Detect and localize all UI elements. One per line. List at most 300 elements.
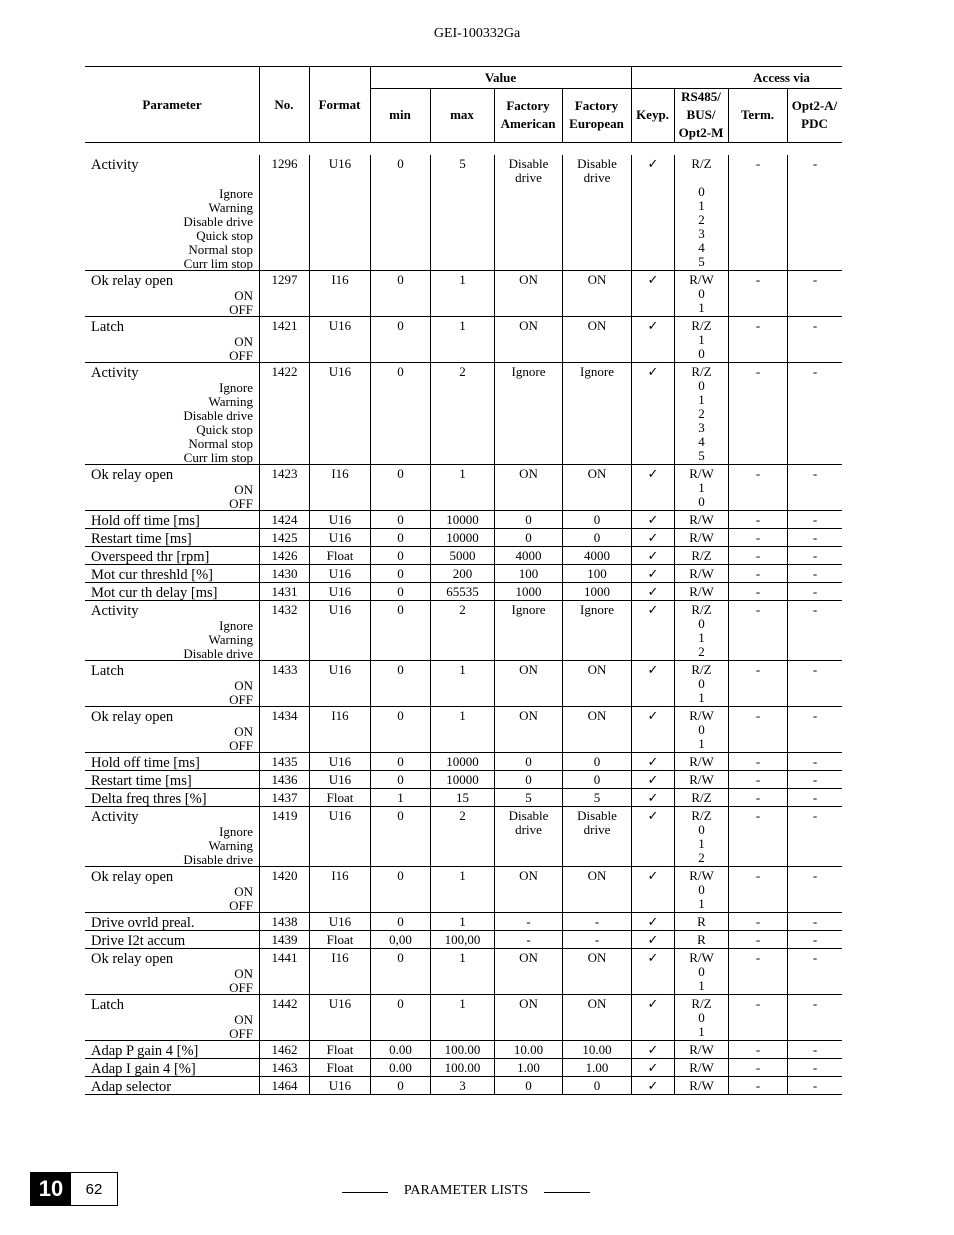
factory-european-cell: 4000 [562, 547, 631, 564]
format-cell: Float [309, 931, 370, 948]
keypad-check-icon: ✓ [631, 1059, 674, 1076]
table-row [85, 753, 842, 771]
parameter-name: Activity [91, 809, 139, 825]
max-cell: 1 [430, 271, 494, 316]
min-cell: 0 [370, 271, 430, 316]
factory-european-cell: 5 [562, 789, 631, 806]
access-value: 0 [698, 722, 705, 737]
option-label: Normal stop [188, 436, 253, 451]
rs485-access-cell [674, 601, 728, 660]
option-label: Quick stop [196, 228, 253, 243]
access-value: 5 [698, 254, 705, 269]
factory-american-cell: 100 [494, 565, 562, 582]
terminal-cell: - [728, 789, 787, 806]
terminal-cell: - [728, 913, 787, 930]
format-cell: Float [309, 1041, 370, 1058]
rs485-access-cell [674, 771, 728, 788]
factory-european-cell: ON [562, 867, 631, 912]
header-max: max [450, 107, 474, 122]
parameter-number: 1424 [259, 511, 309, 528]
max-cell: 1 [430, 317, 494, 362]
access-mode: R/W [689, 512, 714, 527]
access-value: 1 [698, 736, 705, 751]
rs485-access-cell [674, 995, 728, 1040]
min-cell: 0 [370, 867, 430, 912]
table-row [85, 511, 842, 529]
parameter-name: Latch [91, 663, 125, 679]
parameter-name: Latch [91, 997, 125, 1013]
terminal-cell: - [728, 529, 787, 546]
parameter-number: 1296 [259, 155, 309, 270]
keypad-check-icon: ✓ [631, 995, 674, 1040]
access-value: 0 [698, 184, 705, 199]
table-header [85, 66, 842, 143]
factory-american-cell: - [494, 931, 562, 948]
parameter-cell [85, 753, 259, 770]
parameter-cell [85, 271, 259, 316]
parameter-name: Latch [91, 319, 125, 335]
format-cell: I16 [309, 271, 370, 316]
min-cell: 0 [370, 317, 430, 362]
max-cell: 2 [430, 601, 494, 660]
access-value: 1 [698, 690, 705, 705]
parameter-name: Ok relay open [91, 467, 174, 483]
access-mode: R/Z [691, 548, 712, 563]
terminal-cell: - [728, 155, 787, 270]
access-mode: R/Z [691, 790, 712, 805]
access-value: 3 [698, 420, 705, 435]
parameter-cell [85, 565, 259, 582]
format-cell: I16 [309, 867, 370, 912]
factory-european-cell: ON [562, 995, 631, 1040]
parameter-number: 1438 [259, 913, 309, 930]
min-cell: 0 [370, 465, 430, 510]
option-label: ON [234, 288, 253, 303]
factory-american-cell: 0 [494, 511, 562, 528]
option-label: Ignore [219, 380, 253, 395]
max-cell: 10000 [430, 753, 494, 770]
factory-american-cell: 0 [494, 753, 562, 770]
option-label: ON [234, 334, 253, 349]
parameter-number: 1297 [259, 271, 309, 316]
parameter-name: Delta freq thres [%] [91, 791, 207, 807]
access-value: 1 [698, 630, 705, 645]
access-value: 0 [698, 822, 705, 837]
factory-european-cell: 0 [562, 511, 631, 528]
parameter-cell [85, 949, 259, 994]
table-row [85, 1041, 842, 1059]
header-format: Format [318, 96, 361, 112]
header-access-via: Access via [753, 69, 810, 85]
format-cell: I16 [309, 707, 370, 752]
factory-european-cell: 100 [562, 565, 631, 582]
table-row [85, 789, 842, 807]
access-mode: R/W [689, 950, 714, 965]
table-row [85, 565, 842, 583]
factory-european-cell: 1000 [562, 583, 631, 600]
parameter-number: 1425 [259, 529, 309, 546]
terminal-cell: - [728, 547, 787, 564]
opt2-cell: - [787, 949, 842, 994]
terminal-cell: - [728, 867, 787, 912]
opt2-cell: - [787, 565, 842, 582]
parameter-number: 1436 [259, 771, 309, 788]
opt2-cell: - [787, 789, 842, 806]
parameter-cell [85, 529, 259, 546]
format-cell: U16 [309, 511, 370, 528]
option-label: ON [234, 482, 253, 497]
option-label: Ignore [219, 618, 253, 633]
access-value: 0 [698, 286, 705, 301]
access-mode: R/W [689, 466, 714, 481]
access-mode: R/Z [691, 156, 712, 171]
max-cell: 100.00 [430, 1041, 494, 1058]
terminal-cell: - [728, 511, 787, 528]
option-label: Ignore [219, 824, 253, 839]
max-cell: 3 [430, 1077, 494, 1094]
opt2-cell: - [787, 465, 842, 510]
option-spacer [91, 173, 253, 187]
parameter-cell [85, 465, 259, 510]
keypad-check-icon: ✓ [631, 807, 674, 866]
opt2-cell: - [787, 913, 842, 930]
parameter-name: Activity [91, 603, 139, 619]
access-mode: R/W [689, 1078, 714, 1093]
max-cell: 5000 [430, 547, 494, 564]
min-cell: 0 [370, 1077, 430, 1094]
parameter-cell [85, 995, 259, 1040]
option-label: OFF [229, 980, 253, 995]
terminal-cell: - [728, 771, 787, 788]
footer-rule [544, 1192, 590, 1193]
format-cell: U16 [309, 995, 370, 1040]
parameter-number: 1433 [259, 661, 309, 706]
parameter-number: 1437 [259, 789, 309, 806]
factory-american-cell: ON [494, 995, 562, 1040]
option-spacer [675, 171, 728, 185]
access-value: 1 [698, 198, 705, 213]
min-cell: 0.00 [370, 1041, 430, 1058]
rs485-access-cell [674, 931, 728, 948]
min-cell: 0 [370, 363, 430, 464]
rs485-access-cell [674, 1077, 728, 1094]
parameter-number: 1462 [259, 1041, 309, 1058]
factory-european-cell: - [562, 931, 631, 948]
terminal-cell: - [728, 753, 787, 770]
keypad-check-icon: ✓ [631, 753, 674, 770]
parameter-cell [85, 867, 259, 912]
factory-american-cell: ON [494, 271, 562, 316]
format-cell: Float [309, 547, 370, 564]
parameter-name: Mot cur threshld [%] [91, 567, 214, 583]
table-row [85, 363, 842, 465]
terminal-cell: - [728, 271, 787, 316]
min-cell: 1 [370, 789, 430, 806]
keypad-check-icon: ✓ [631, 529, 674, 546]
parameter-number: 1464 [259, 1077, 309, 1094]
parameter-cell [85, 913, 259, 930]
keypad-check-icon: ✓ [631, 601, 674, 660]
factory-american-cell: 0 [494, 529, 562, 546]
parameter-number: 1441 [259, 949, 309, 994]
parameter-cell [85, 1059, 259, 1076]
max-cell: 15 [430, 789, 494, 806]
factory-european-cell: ON [562, 317, 631, 362]
terminal-cell: - [728, 1077, 787, 1094]
option-label: Disable drive [183, 408, 253, 423]
format-cell: U16 [309, 363, 370, 464]
table-row [85, 529, 842, 547]
opt2-cell: - [787, 511, 842, 528]
max-cell: 1 [430, 661, 494, 706]
table-row [85, 583, 842, 601]
terminal-cell: - [728, 565, 787, 582]
format-cell: Float [309, 1059, 370, 1076]
parameter-cell [85, 601, 259, 660]
keypad-check-icon: ✓ [631, 707, 674, 752]
access-value: 5 [698, 448, 705, 463]
header-parameter: Parameter [142, 96, 202, 112]
keypad-check-icon: ✓ [631, 565, 674, 582]
parameter-cell [85, 363, 259, 464]
opt2-cell: - [787, 995, 842, 1040]
parameter-name: Adap I gain 4 [%] [91, 1061, 196, 1077]
option-label: OFF [229, 1026, 253, 1041]
access-value: 1 [698, 332, 705, 347]
option-label: Disable drive [183, 214, 253, 229]
terminal-cell: - [728, 661, 787, 706]
keypad-check-icon: ✓ [631, 931, 674, 948]
opt2-cell: - [787, 807, 842, 866]
rs485-access-cell [674, 547, 728, 564]
access-mode: R/W [689, 272, 714, 287]
max-cell: 10000 [430, 511, 494, 528]
opt2-cell: - [787, 601, 842, 660]
keypad-check-icon: ✓ [631, 271, 674, 316]
opt2-cell: - [787, 271, 842, 316]
opt2-cell: - [787, 547, 842, 564]
parameter-cell [85, 707, 259, 752]
access-value: 0 [698, 882, 705, 897]
factory-european-cell: 0 [562, 529, 631, 546]
access-mode: R [697, 914, 706, 929]
option-label: Curr lim stop [183, 450, 253, 465]
rs485-access-cell [674, 529, 728, 546]
parameter-number: 1422 [259, 363, 309, 464]
format-cell: I16 [309, 949, 370, 994]
access-value: 3 [698, 226, 705, 241]
parameter-name: Ok relay open [91, 273, 174, 289]
min-cell: 0 [370, 529, 430, 546]
rs485-access-cell [674, 271, 728, 316]
factory-american-cell: ON [494, 317, 562, 362]
parameter-name: Restart time [ms] [91, 773, 192, 789]
opt2-cell: - [787, 317, 842, 362]
factory-european-cell: Ignore [562, 601, 631, 660]
access-value: 0 [698, 494, 705, 509]
factory-european-cell: Ignore [562, 363, 631, 464]
factory-american-cell: 1000 [494, 583, 562, 600]
table-row [85, 317, 842, 363]
option-label: Ignore [219, 186, 253, 201]
rs485-access-cell [674, 789, 728, 806]
parameter-name: Activity [91, 365, 139, 381]
option-label: OFF [229, 738, 253, 753]
header-terminal: Term. [740, 107, 775, 122]
min-cell: 0 [370, 949, 430, 994]
terminal-cell: - [728, 995, 787, 1040]
format-cell: U16 [309, 1077, 370, 1094]
parameter-number: 1423 [259, 465, 309, 510]
opt2-cell: - [787, 931, 842, 948]
min-cell: 0 [370, 583, 430, 600]
parameter-cell [85, 1041, 259, 1058]
table-row [85, 867, 842, 913]
parameter-name: Mot cur th delay [ms] [91, 585, 218, 601]
chapter-number: 10 [31, 1173, 71, 1205]
header-opt2: Opt2-A/ PDC [791, 98, 838, 131]
keypad-check-icon: ✓ [631, 913, 674, 930]
option-label: OFF [229, 496, 253, 511]
max-cell: 65535 [430, 583, 494, 600]
access-mode: R/W [689, 1042, 714, 1057]
access-value: 1 [698, 896, 705, 911]
table-row [85, 155, 842, 271]
parameter-cell [85, 583, 259, 600]
factory-european-cell: 0 [562, 753, 631, 770]
access-mode: R/Z [691, 318, 712, 333]
table-row [85, 949, 842, 995]
opt2-cell: - [787, 771, 842, 788]
min-cell: 0 [370, 753, 430, 770]
max-cell: 1 [430, 913, 494, 930]
rs485-access-cell [674, 511, 728, 528]
access-value: 0 [698, 964, 705, 979]
opt2-cell: - [787, 363, 842, 464]
opt2-cell: - [787, 583, 842, 600]
access-mode: R/W [689, 868, 714, 883]
header-rs485: RS485/ BUS/ Opt2-M [678, 89, 724, 140]
rs485-access-cell [674, 465, 728, 510]
factory-american-cell: 0 [494, 771, 562, 788]
opt2-cell: - [787, 661, 842, 706]
min-cell: 0 [370, 707, 430, 752]
option-label: Disable drive [183, 646, 253, 661]
access-value: 1 [698, 1024, 705, 1039]
access-mode: R/Z [691, 662, 712, 677]
table-row [85, 995, 842, 1041]
parameter-name: Activity [91, 157, 139, 173]
min-cell: 0 [370, 155, 430, 270]
parameter-cell [85, 789, 259, 806]
table-row [85, 931, 842, 949]
terminal-cell: - [728, 807, 787, 866]
option-label: OFF [229, 692, 253, 707]
factory-european-cell: ON [562, 949, 631, 994]
parameter-number: 1419 [259, 807, 309, 866]
rs485-access-cell [674, 1041, 728, 1058]
factory-american-cell: 5 [494, 789, 562, 806]
keypad-check-icon: ✓ [631, 1077, 674, 1094]
keypad-check-icon: ✓ [631, 511, 674, 528]
parameter-cell [85, 1077, 259, 1094]
factory-american-cell: ON [494, 949, 562, 994]
access-value: 2 [698, 212, 705, 227]
footer-title: PARAMETER LISTS [403, 1183, 529, 1198]
parameter-cell [85, 807, 259, 866]
opt2-cell: - [787, 753, 842, 770]
option-label: ON [234, 678, 253, 693]
max-cell: 200 [430, 565, 494, 582]
factory-european-cell: ON [562, 271, 631, 316]
keypad-check-icon: ✓ [631, 949, 674, 994]
min-cell: 0 [370, 995, 430, 1040]
access-mode: R/W [689, 584, 714, 599]
access-value: 1 [698, 836, 705, 851]
parameter-name: Drive ovrld preal. [91, 915, 195, 931]
parameter-number: 1421 [259, 317, 309, 362]
access-mode: R/W [689, 566, 714, 581]
option-label: Warning [208, 838, 253, 853]
min-cell: 0 [370, 511, 430, 528]
max-cell: 10000 [430, 529, 494, 546]
table-row [85, 913, 842, 931]
access-mode: R/Z [691, 602, 712, 617]
parameter-name: Adap selector [91, 1079, 172, 1095]
max-cell: 1 [430, 995, 494, 1040]
max-cell: 10000 [430, 771, 494, 788]
access-value: 2 [698, 406, 705, 421]
header-min: min [389, 107, 411, 122]
factory-american-cell: - [494, 913, 562, 930]
option-label: ON [234, 1012, 253, 1027]
terminal-cell: - [728, 707, 787, 752]
min-cell: 0 [370, 807, 430, 866]
option-label: Quick stop [196, 422, 253, 437]
table-row [85, 807, 842, 867]
factory-european-cell: 0 [562, 771, 631, 788]
factory-european-cell: - [562, 913, 631, 930]
factory-european-cell: 1.00 [562, 1059, 631, 1076]
keypad-check-icon: ✓ [631, 155, 674, 270]
parameter-number: 1435 [259, 753, 309, 770]
factory-american-cell: Ignore [494, 363, 562, 464]
parameter-cell [85, 547, 259, 564]
parameter-cell [85, 317, 259, 362]
opt2-cell: - [787, 155, 842, 270]
document-code: GEI-100332Ga [433, 26, 521, 41]
terminal-cell: - [728, 363, 787, 464]
access-mode: R/Z [691, 808, 712, 823]
parameter-cell [85, 771, 259, 788]
access-value: 0 [698, 676, 705, 691]
rs485-access-cell [674, 155, 728, 270]
page-footer-box [30, 1172, 118, 1206]
rs485-access-cell [674, 317, 728, 362]
opt2-cell: - [787, 1077, 842, 1094]
parameter-name: Restart time [ms] [91, 531, 192, 547]
max-cell: 5 [430, 155, 494, 270]
rs485-access-cell [674, 565, 728, 582]
parameter-cell [85, 155, 259, 270]
option-label: Curr lim stop [183, 256, 253, 271]
parameter-name: Adap P gain 4 [%] [91, 1043, 199, 1059]
opt2-cell: - [787, 707, 842, 752]
factory-american-cell: Disable drive [494, 155, 562, 270]
access-value: 1 [698, 480, 705, 495]
min-cell: 0 [370, 565, 430, 582]
option-label: ON [234, 724, 253, 739]
